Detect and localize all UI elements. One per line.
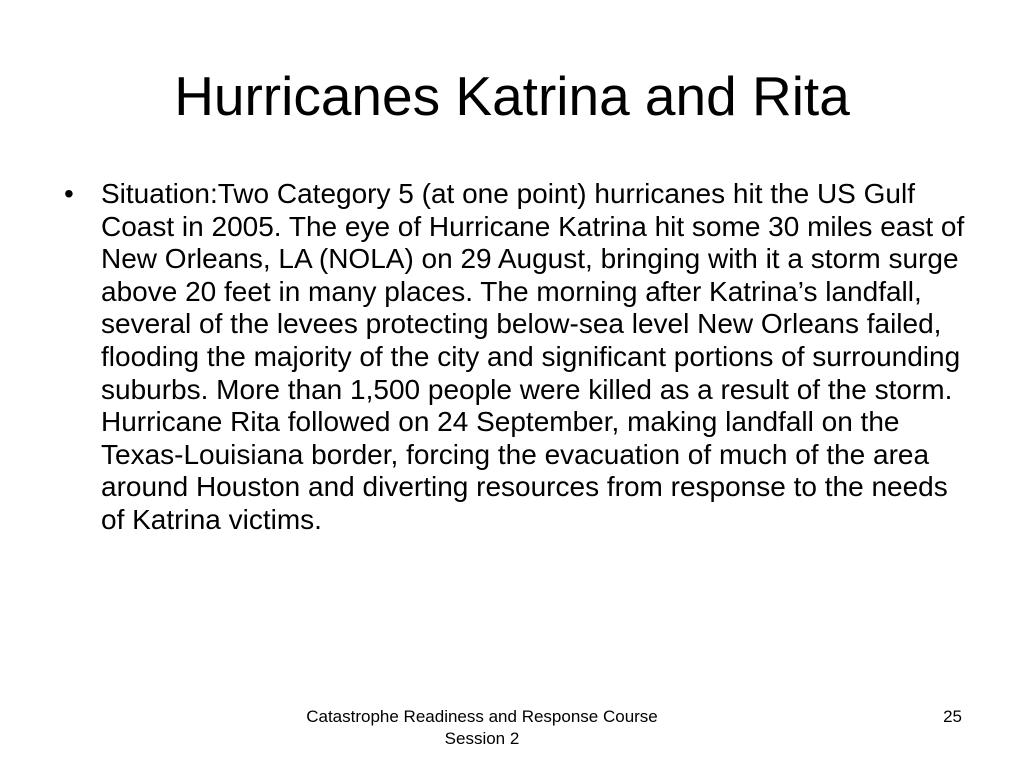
footer-session: Session 2	[444, 729, 520, 748]
footer-course-title: Catastrophe Readiness and Response Course	[306, 707, 658, 726]
slide-title: Hurricanes Katrina and Rita	[174, 65, 850, 127]
bullet-item	[64, 178, 974, 537]
bullet-marker: •	[64, 178, 74, 209]
bullet-list	[64, 178, 974, 537]
footer-course-info	[262, 706, 702, 750]
bullet-text: Situation:Two Category 5 (at one point) hurricanes hit the US Gulf Coast in 2005. The eye of Hurricane Katrina hit some 30 miles east of New Orleans, LA (NOLA) on 29 August, bringing with it a storm surge above 20 feet in many places. The morning after Katrina’s landfall, several of the levees protecting below-sea level New Orleans failed, flooding the majority of the city and significant portions of surrounding suburbs. More than 1,500 people were killed as a result of the storm. Hurricane Rita followed on 24 September, making landfall on the Texas-Louisiana border, forcing the evacuation of much of the area around Houston and diverting resources from response to the needs of Katrina victims.	[101, 178, 965, 535]
page-number: 25	[943, 707, 962, 726]
